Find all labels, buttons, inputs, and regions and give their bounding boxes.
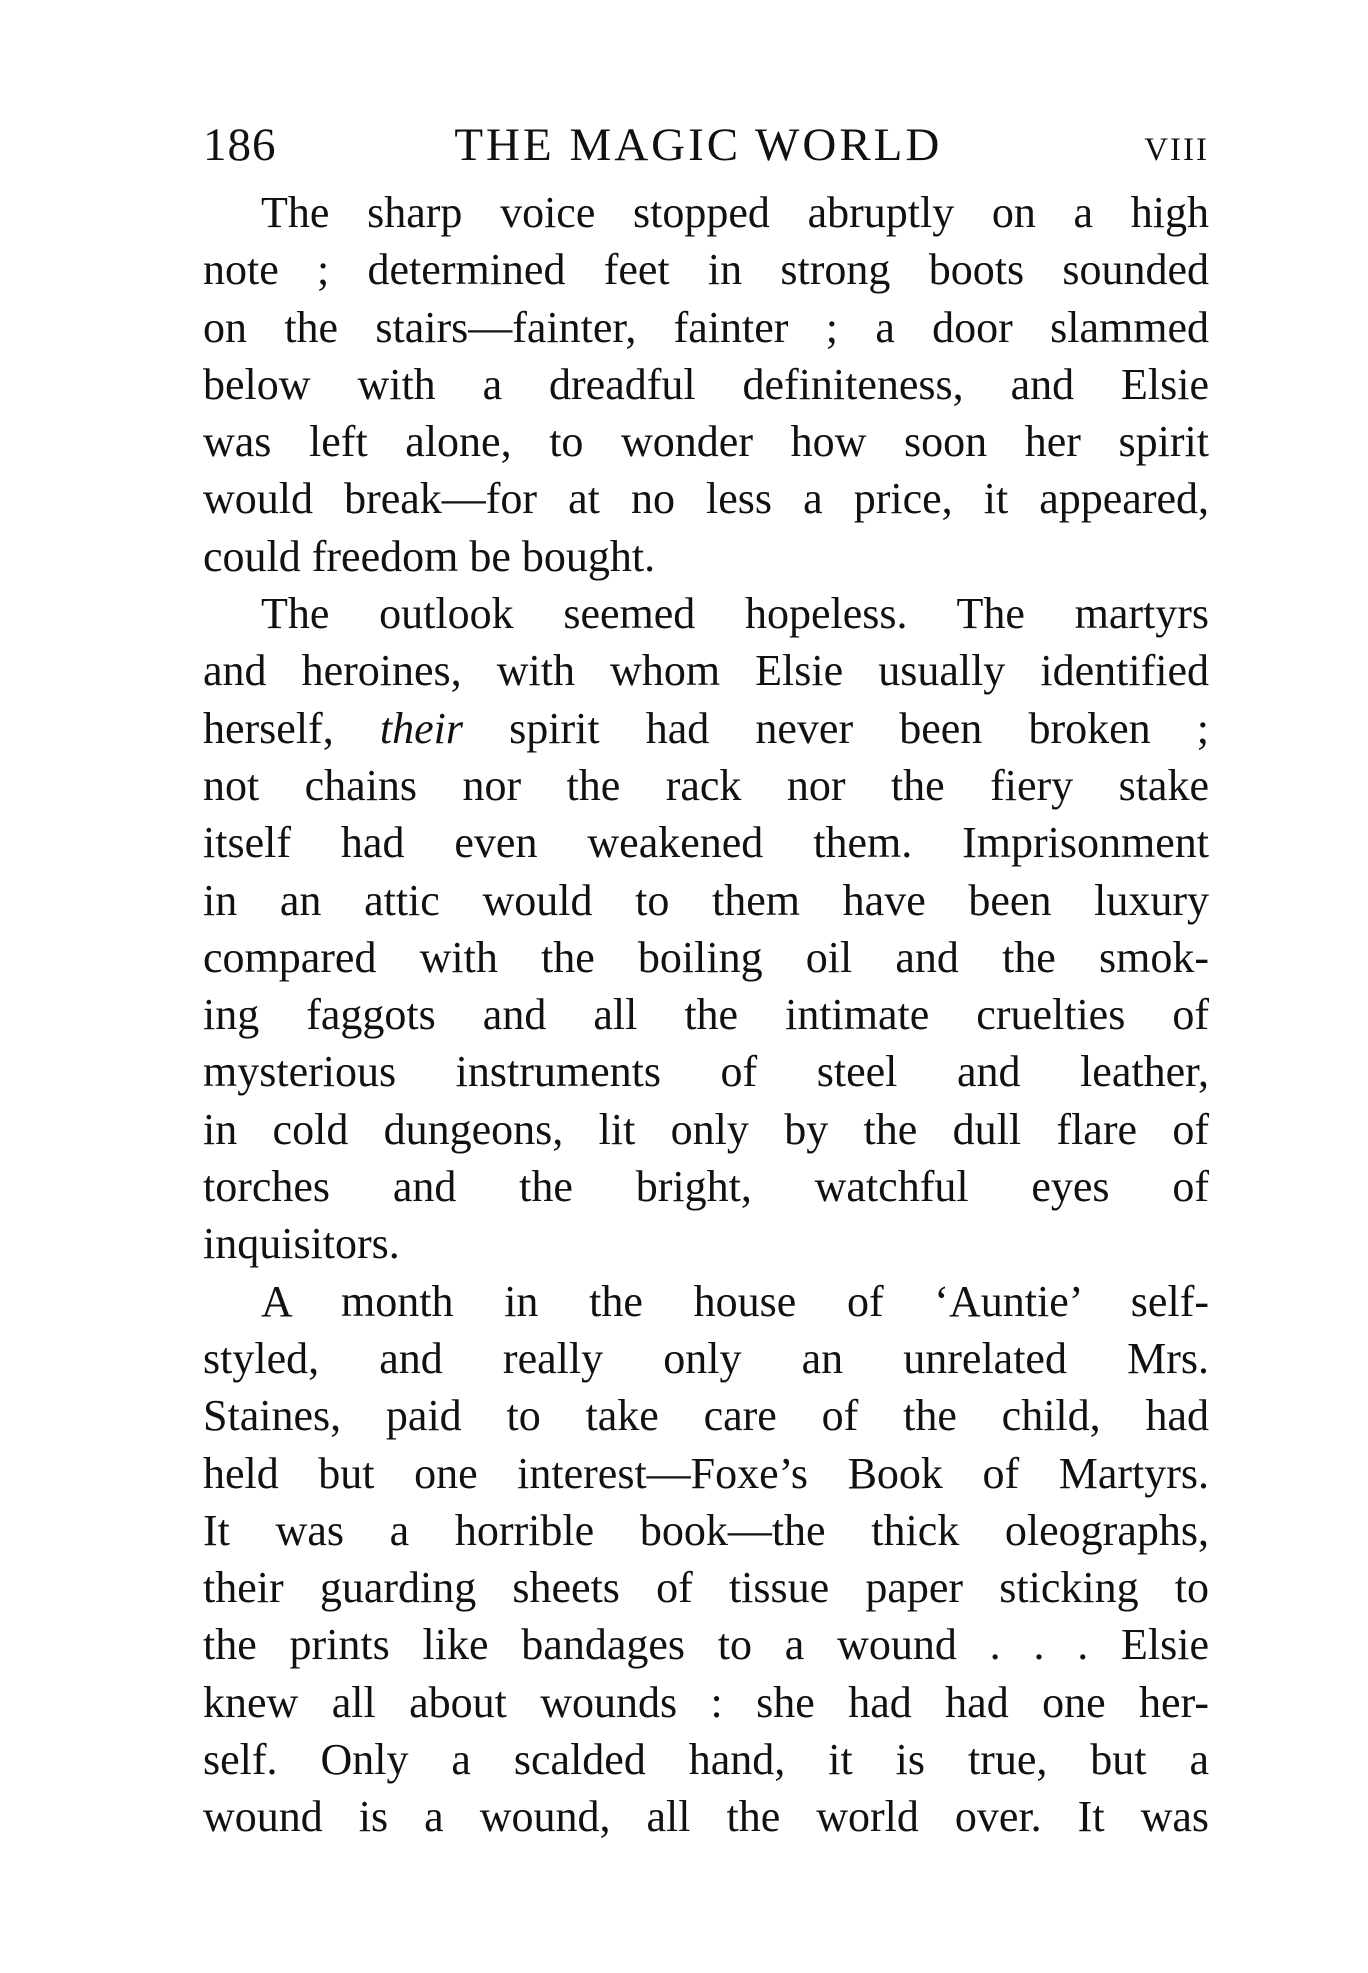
text-line: would break—for at no less a price, it appeared,: [203, 474, 1209, 524]
text-line: compared with the boiling oil and the smok-: [203, 932, 1209, 982]
text-run: herself,: [203, 703, 380, 753]
text-line: styled, and really only an unrelated Mrs.: [203, 1333, 1209, 1383]
text-line: The sharp voice stopped abruptly on a high: [261, 188, 1209, 237]
text-line: could freedom be bought.: [203, 531, 656, 581]
text-line: mysterious instruments of steel and leather,: [203, 1047, 1209, 1097]
text-line: on the stairs—fainter, fainter ; a door slammed: [203, 302, 1209, 352]
text-line: wound is a wound, all the world over. It was: [203, 1792, 1209, 1842]
text-line: was left alone, to wonder how soon her spirit: [203, 417, 1209, 467]
text-line: held but one interest—Foxe’s Book of Martyrs.: [203, 1448, 1209, 1498]
paragraph: [203, 1273, 1209, 1846]
italic-word: their: [379, 703, 463, 753]
running-head: [203, 118, 1209, 180]
text-line: Staines, paid to take care of the child, had: [203, 1391, 1209, 1441]
text-line: self. Only a scalded hand, it is true, but a: [203, 1735, 1209, 1785]
text-line: A month in the house of ‘Auntie’ self-: [261, 1276, 1209, 1326]
running-title: THE MAGIC WORLD: [454, 119, 943, 171]
text-line: itself had even weakened them. Imprisonment: [203, 818, 1209, 868]
text-line: inquisitors.: [203, 1219, 400, 1269]
text-line: and heroines, with whom Elsie usually identified: [203, 646, 1209, 696]
text-line: note ; determined feet in strong boots sounded: [203, 245, 1209, 295]
text-line: knew all about wounds : she had had one her-: [203, 1677, 1209, 1727]
paragraph: [203, 184, 1209, 585]
page-number: 186: [203, 119, 277, 171]
text-line: torches and the bright, watchful eyes of: [203, 1162, 1209, 1212]
text-line: in an attic would to them have been luxury: [203, 875, 1209, 925]
text-run: spirit had never been broken ;: [462, 703, 1209, 753]
book-page: [203, 118, 1209, 1846]
text-line: ing faggots and all the intimate cruelties of: [203, 990, 1209, 1040]
text-line: in cold dungeons, lit only by the dull flare of: [203, 1104, 1209, 1154]
paragraph: [203, 585, 1209, 1273]
chapter-numeral: VIII: [1144, 132, 1209, 168]
text-line: not chains nor the rack nor the fiery stake: [203, 760, 1209, 810]
text-line: It was a horrible book—the thick oleographs,: [203, 1505, 1209, 1555]
text-line: below with a dreadful definiteness, and Elsie: [203, 359, 1209, 409]
text-line: the prints like bandages to a wound . . . Elsie: [203, 1620, 1209, 1670]
text-line: The outlook seemed hopeless. The martyrs: [261, 589, 1209, 639]
body-text: [203, 184, 1209, 1846]
text-line: [203, 700, 1209, 757]
text-line: their guarding sheets of tissue paper sticking to: [203, 1563, 1209, 1613]
